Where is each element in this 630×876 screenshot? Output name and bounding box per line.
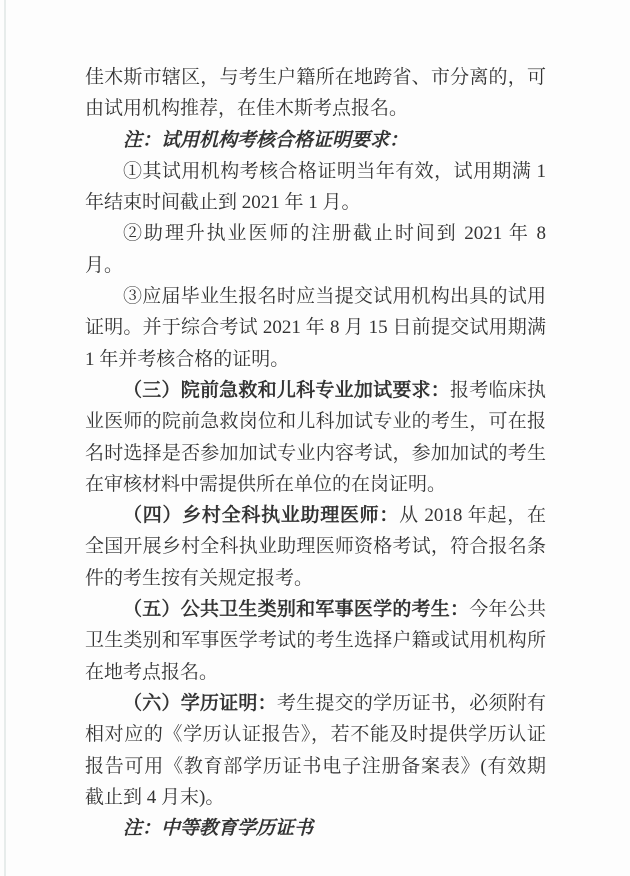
scan-edge-line [4,0,6,876]
text-segment-normal: 佳木斯市辖区，与考生户籍所在地跨省、市分离的，可由试用机构推荐，在佳木斯考点报名。 [85,67,546,120]
text-segment-bold: （三）院前急救和儿科专业加试要求： [123,379,451,401]
para-note-secondary-education [85,813,546,844]
text-segment-normal: ③应届毕业生报名时应当提交试用机构出具的试用证明。并于综合考试 2021 年 8 月 15 日前提交试用期满 1 年并考核合格的证明。 [85,286,546,370]
text-segment-normal: 从 2018 年起，在全国开展乡村全科执业助理医师资格考试，符合报名条件的考生按有关规定报考。 [85,505,546,589]
text-segment-bold-italic: 注：试用机构考核合格证明要求： [123,129,409,151]
para-section-4 [85,500,546,594]
document-body [85,62,546,844]
text-segment-normal: 今年公共卫生类别和军事医学考试的考生选择户籍或试用机构所在地考点报名。 [85,599,546,683]
text-segment-normal: 报考临床执业医师的院前急救岗位和儿科加试专业的考生，可在报名时选择是否参加加试专业内容考试，参加加试的考生在审核材料中需提供所在单位的在岗证明。 [85,379,546,495]
text-segment-bold: （四）乡村全科执业助理医师： [123,505,400,527]
text-segment-normal: ②助理升执业医师的注册截止时间到 2021 年 8 月。 [85,223,546,276]
text-segment-bold: （五）公共卫生类别和军事医学的考生： [123,599,470,621]
text-segment-normal: 考生提交的学历证书，必须附有相对应的《学历认证报告》，若不能及时提供学历认证报告可用《教育部学历证书电子注册备案表》(有效期截止到 4 月末)。 [85,692,546,808]
para-section-6 [85,688,546,813]
para-continuation [85,62,546,125]
para-section-3 [85,375,546,500]
para-item-1 [85,156,546,219]
para-section-5 [85,594,546,688]
text-segment-bold-italic: 注：中等教育学历证书 [123,818,314,840]
para-note-trial-org [85,125,546,156]
para-item-3 [85,281,546,375]
text-segment-normal: ①其试用机构考核合格证明当年有效，试用期满 1 年结束时间截止到 2021 年 1 月。 [85,160,546,214]
para-item-2 [85,218,546,281]
text-segment-bold: （六）学历证明： [123,692,277,714]
